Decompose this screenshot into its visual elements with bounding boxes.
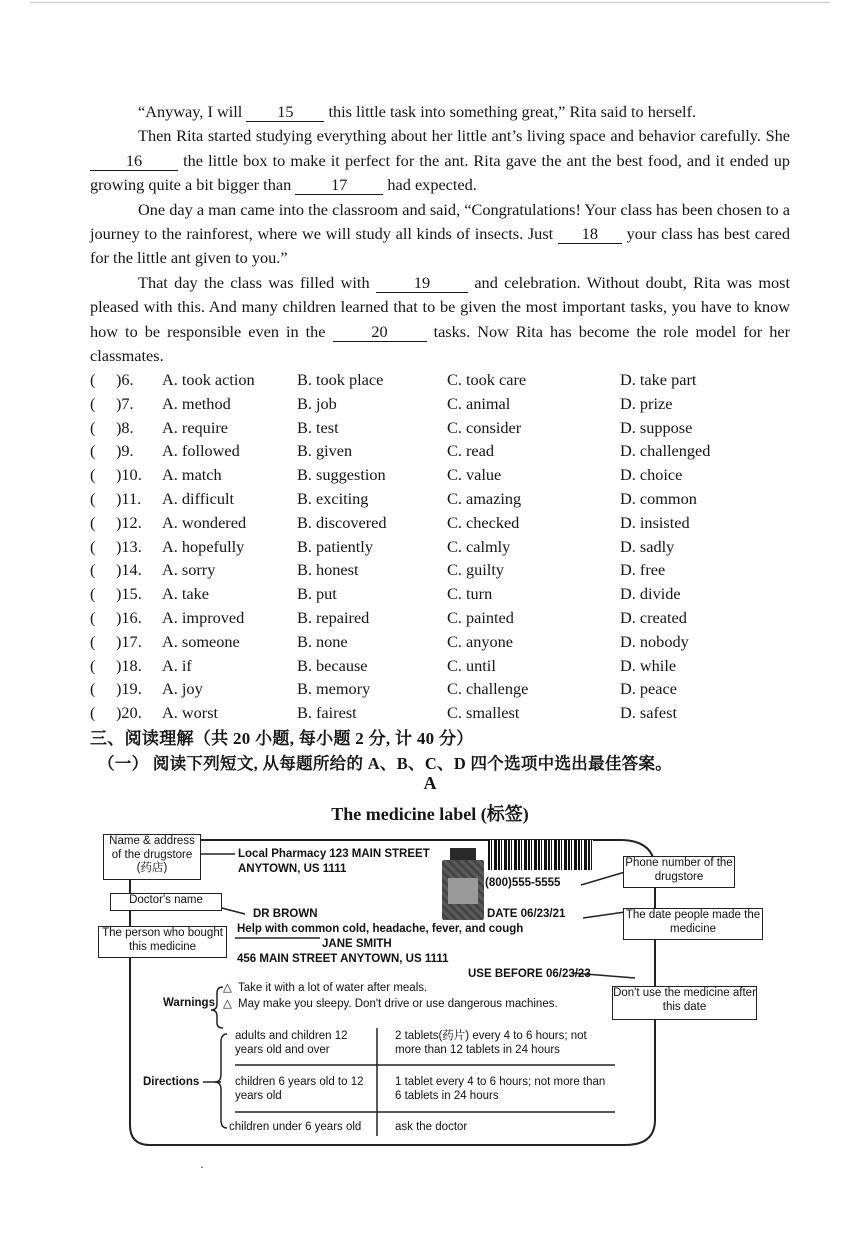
- option-c[interactable]: C. read: [447, 441, 495, 461]
- blank-15[interactable]: 15: [246, 102, 324, 122]
- option-a[interactable]: A. wondered: [162, 512, 247, 532]
- option-c[interactable]: C. checked: [447, 512, 520, 532]
- option-b[interactable]: B. test: [297, 417, 339, 437]
- passage-text: the little box to make it perfect for the ant. Rita gave the ant the best food, and it ended up growing quite a bit bigger than: [90, 150, 790, 195]
- question-number: )18.: [116, 655, 142, 675]
- answer-paren[interactable]: (: [90, 512, 96, 532]
- option-d[interactable]: D. prize: [620, 393, 673, 413]
- phone-number: (800)555-5555: [485, 877, 561, 889]
- callout-doctor: Doctor's name: [110, 893, 222, 911]
- option-a[interactable]: A. improved: [162, 607, 245, 627]
- option-b[interactable]: B. took place: [297, 370, 384, 389]
- answer-paren[interactable]: (: [90, 560, 96, 580]
- option-a[interactable]: A. method: [162, 393, 231, 413]
- option-b[interactable]: B. memory: [297, 679, 371, 699]
- option-a[interactable]: A. if: [162, 655, 192, 675]
- option-row: [90, 463, 790, 487]
- option-b[interactable]: B. discovered: [297, 512, 387, 532]
- option-b[interactable]: B. none: [297, 631, 348, 651]
- option-c[interactable]: C. took care: [447, 370, 527, 389]
- use-before-date: USE BEFORE 06/23/23: [468, 968, 591, 980]
- passage-text: “Anyway, I will: [138, 102, 243, 121]
- option-d[interactable]: D. peace: [620, 679, 677, 699]
- option-c[interactable]: C. guilty: [447, 560, 504, 580]
- question-number: )20.: [116, 703, 142, 723]
- option-row: [90, 439, 790, 463]
- question-number: )6.: [116, 370, 134, 389]
- option-d[interactable]: D. free: [620, 560, 666, 580]
- answer-paren[interactable]: (: [90, 631, 96, 651]
- option-b[interactable]: B. given: [297, 441, 353, 461]
- blank-17[interactable]: 17: [295, 175, 383, 195]
- medicine-bottle-icon: [442, 848, 484, 920]
- answer-paren[interactable]: (: [90, 655, 96, 675]
- option-b[interactable]: B. fairest: [297, 703, 357, 723]
- callout-buyer: The person who bought this medicine: [98, 926, 227, 958]
- passage-text: had expected.: [387, 175, 477, 195]
- option-c[interactable]: C. smallest: [447, 703, 520, 723]
- warning-icon: △: [223, 998, 232, 1010]
- option-d[interactable]: D. insisted: [620, 512, 690, 532]
- label-title: The medicine label (标签): [331, 804, 529, 824]
- option-a[interactable]: A. require: [162, 417, 228, 437]
- option-a[interactable]: A. joy: [162, 679, 203, 699]
- callout-phone: Phone number of the drugstore: [623, 856, 735, 888]
- option-c[interactable]: C. value: [447, 465, 502, 485]
- answer-paren[interactable]: (: [90, 536, 96, 556]
- answer-paren[interactable]: (: [90, 370, 96, 389]
- option-c[interactable]: C. anyone: [447, 631, 514, 651]
- options-list: [90, 368, 790, 725]
- directions-label: Directions: [143, 1076, 200, 1088]
- answer-paren[interactable]: (: [90, 393, 96, 413]
- direction-dose-1: 2 tablets(药片) every 4 to 6 hours; not more than 12 tablets in 24 hours: [395, 1030, 587, 1056]
- question-number: )15.: [116, 584, 142, 604]
- option-d[interactable]: D. challenged: [620, 441, 711, 461]
- doctor-name: DR BROWN: [253, 908, 318, 920]
- option-d[interactable]: D. choice: [620, 465, 683, 485]
- patient-name: JANE SMITH: [322, 938, 392, 950]
- question-number: )8.: [116, 417, 134, 437]
- answer-paren[interactable]: (: [90, 679, 96, 699]
- option-c[interactable]: C. calmly: [447, 536, 511, 556]
- barcode-icon: [488, 840, 593, 870]
- option-row: [90, 392, 790, 416]
- answer-paren[interactable]: (: [90, 465, 96, 485]
- answer-paren[interactable]: (: [90, 607, 96, 627]
- passage-text: Then Rita started studying everything about her little ant’s living space and behavior carefully. She: [138, 126, 790, 146]
- option-b[interactable]: B. put: [297, 584, 337, 604]
- question-number: )10.: [116, 465, 142, 485]
- option-b[interactable]: B. suggestion: [297, 465, 386, 485]
- option-a[interactable]: A. followed: [162, 441, 240, 461]
- option-row: [90, 511, 790, 535]
- option-row: [90, 487, 790, 511]
- medicine-use: Help with common cold, headache, fever, and cough: [237, 923, 524, 935]
- option-row: [90, 558, 790, 582]
- answer-paren[interactable]: (: [90, 584, 96, 604]
- option-d[interactable]: D. common: [620, 488, 697, 508]
- option-row: [90, 677, 790, 701]
- option-a[interactable]: A. someone: [162, 631, 240, 651]
- direction-group-1: adults and children 12 years old and over: [235, 1030, 348, 1056]
- question-number: )12.: [116, 512, 142, 532]
- answer-paren[interactable]: (: [90, 703, 96, 723]
- pharmacy-line-2: ANYTOWN, US 1111: [238, 863, 347, 875]
- option-b[interactable]: B. honest: [297, 560, 359, 580]
- passage-text: One day a man came into the classroom and said, “Congratulations! Your class has been chosen to a journey to the rainforest, where we will study all kinds of insects. Just: [90, 199, 790, 244]
- option-d[interactable]: D. suppose: [620, 417, 693, 437]
- option-row: [90, 654, 790, 678]
- option-a[interactable]: A. took action: [162, 370, 255, 389]
- cloze-passage: [90, 100, 790, 368]
- option-c[interactable]: C. animal: [447, 393, 511, 413]
- answer-paren[interactable]: (: [90, 417, 96, 437]
- callout-use-before: Don't use the medicine after this date: [612, 986, 757, 1020]
- scan-speck: ·: [200, 1160, 204, 1174]
- blank-16[interactable]: 16: [90, 151, 178, 171]
- option-d[interactable]: D. while: [620, 655, 677, 675]
- passage-paragraph-2: [90, 124, 790, 197]
- answer-paren[interactable]: (: [90, 488, 96, 508]
- passage-text: this little task into something great,” Rita said to herself.: [328, 102, 697, 121]
- option-row: [90, 606, 790, 630]
- option-row: [90, 368, 790, 392]
- option-d[interactable]: D. created: [620, 607, 687, 627]
- question-number: )19.: [116, 679, 142, 699]
- direction-group-3: children under 6 years old: [229, 1121, 362, 1133]
- option-row: [90, 701, 790, 725]
- top-rule: [30, 2, 830, 3]
- patient-address: 456 MAIN STREET ANYTOWN, US 1111: [237, 953, 449, 965]
- callout-drugstore: Name & address of the drugstore (药店): [103, 834, 201, 880]
- option-row: [90, 535, 790, 559]
- option-d[interactable]: D. nobody: [620, 631, 689, 651]
- blank-18[interactable]: 18: [558, 224, 622, 244]
- question-number: )17.: [116, 631, 142, 651]
- option-a[interactable]: A. difficult: [162, 488, 235, 508]
- question-number: )9.: [116, 441, 134, 461]
- blank-20[interactable]: 20: [333, 322, 427, 342]
- question-number: )11.: [116, 488, 142, 508]
- question-number: )14.: [116, 560, 142, 580]
- passage-letter: A: [423, 773, 437, 793]
- option-a[interactable]: A. match: [162, 465, 222, 485]
- passage-text: your class has best cared for the little ant given to you.”: [90, 224, 790, 268]
- warnings-label: Warnings: [163, 997, 215, 1009]
- option-row: [90, 630, 790, 654]
- option-c[interactable]: C. challenge: [447, 679, 529, 699]
- option-d[interactable]: D. take part: [620, 370, 697, 389]
- option-d[interactable]: D. sadly: [620, 536, 675, 556]
- option-a[interactable]: A. sorry: [162, 560, 216, 580]
- passage-paragraph-3: [90, 198, 790, 271]
- option-b[interactable]: B. because: [297, 655, 368, 675]
- warning-icon: △: [223, 982, 232, 994]
- pharmacy-line-1: Local Pharmacy 123 MAIN STREET: [238, 848, 430, 860]
- section-heading: 三、阅读理解（共 20 小题, 每小题 2 分, 计 40 分）: [90, 729, 474, 748]
- option-b[interactable]: B. repaired: [297, 607, 370, 627]
- option-d[interactable]: D. divide: [620, 584, 681, 604]
- question-number: )7.: [116, 393, 134, 413]
- question-number: )13.: [116, 536, 142, 556]
- date-made: DATE 06/23/21: [487, 908, 566, 920]
- warning-2: May make you sleepy. Don't drive or use dangerous machines.: [238, 998, 558, 1010]
- passage-text: and celebration. Without doubt, Rita was most pleased with this. And many children learned that to be given the most important tasks, you have to know how to be responsible even in the: [90, 272, 791, 341]
- option-c[interactable]: C. consider: [447, 417, 522, 437]
- option-a[interactable]: A. worst: [162, 703, 219, 723]
- medicine-label-diagram: [95, 830, 775, 1150]
- passage-text: tasks. Now Rita has become the role model for her classmates.: [90, 321, 791, 366]
- option-c[interactable]: C. painted: [447, 607, 514, 627]
- option-c[interactable]: C. turn: [447, 584, 493, 604]
- question-number: )16.: [116, 607, 142, 627]
- option-b[interactable]: B. patiently: [297, 536, 373, 556]
- option-b[interactable]: B. exciting: [297, 488, 369, 508]
- option-c[interactable]: C. until: [447, 655, 496, 675]
- direction-dose-2: 1 tablet every 4 to 6 hours; not more than 6 tablets in 24 hours: [395, 1076, 606, 1102]
- option-row: [90, 416, 790, 440]
- direction-dose-3: ask the doctor: [395, 1121, 468, 1133]
- answer-paren[interactable]: (: [90, 441, 96, 461]
- direction-group-2: children 6 years old to 12 years old: [235, 1076, 364, 1102]
- passage-paragraph-1: [90, 100, 790, 124]
- option-a[interactable]: A. take: [162, 584, 210, 604]
- section-instruction: （一） 阅读下列短文, 从每题所给的 A、B、C、D 四个选项中选出最佳答案。: [98, 754, 673, 773]
- option-d[interactable]: D. safest: [620, 703, 677, 723]
- warning-1: Take it with a lot of water after meals.: [238, 982, 428, 994]
- option-c[interactable]: C. amazing: [447, 488, 522, 508]
- option-b[interactable]: B. job: [297, 393, 337, 413]
- passage-paragraph-4: [90, 271, 790, 369]
- passage-text: That day the class was filled with: [138, 272, 370, 292]
- blank-19[interactable]: 19: [376, 273, 468, 293]
- option-a[interactable]: A. hopefully: [162, 536, 245, 556]
- callout-date-made: The date people made the medicine: [623, 908, 763, 940]
- option-row: [90, 582, 790, 606]
